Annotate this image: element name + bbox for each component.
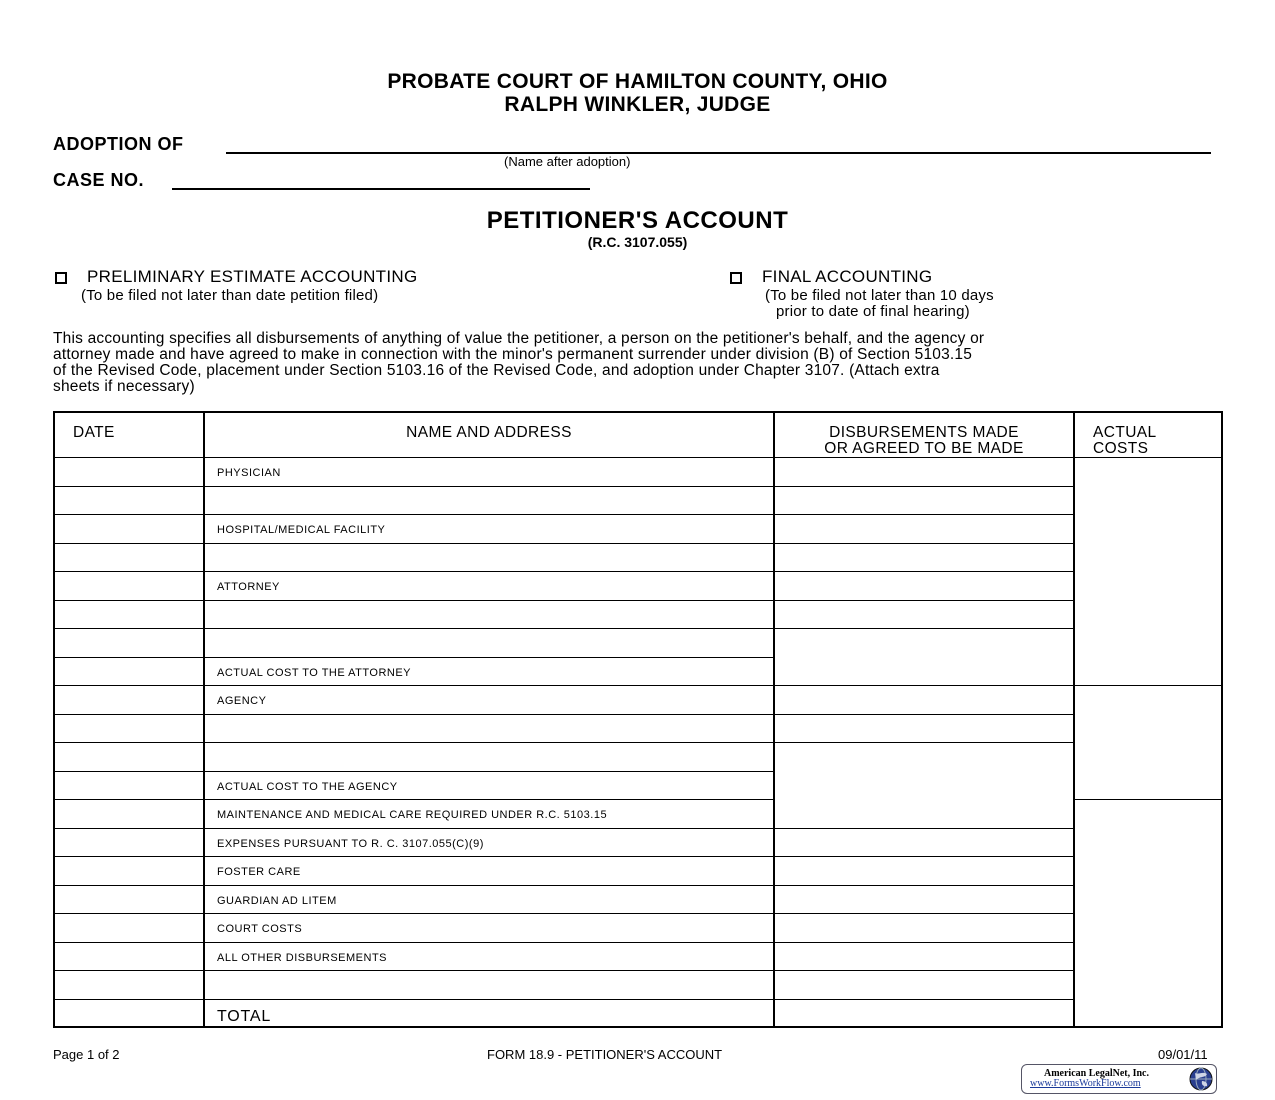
row-divider	[55, 828, 773, 829]
row-divider	[55, 942, 773, 943]
instructions-line: of the Revised Code, placement under Section 5103.16 of the Revised Code, and adoption under Chapter 3107. (Attach extra	[53, 362, 940, 379]
preliminary-checkbox[interactable]	[55, 272, 67, 284]
court-name: PROBATE COURT OF HAMILTON COUNTY, OHIO	[387, 70, 888, 93]
total-row-label: TOTAL	[217, 1007, 272, 1025]
row-divider	[773, 714, 1073, 715]
form-identifier: FORM 18.9 - PETITIONER'S ACCOUNT	[487, 1047, 723, 1062]
instructions-line: sheets if necessary)	[53, 378, 195, 395]
preliminary-note: (To be filed not later than date petition filed)	[81, 287, 379, 304]
column-header-actual-line2: COSTS	[1093, 440, 1149, 457]
row-divider	[773, 543, 1073, 544]
final-checkbox[interactable]	[730, 272, 742, 284]
instructions-line: This accounting specifies all disbursements of anything of value the petitioner, a person on the petitioner's behalf, and the agency or	[53, 330, 985, 347]
column-header-disbursements-line2: OR AGREED TO BE MADE	[824, 440, 1024, 457]
final-note-line1: (To be filed not later than 10 days	[765, 287, 994, 304]
case-no-label: CASE NO.	[53, 170, 145, 190]
form-date: 09/01/11	[1158, 1047, 1208, 1062]
row-divider	[55, 486, 773, 487]
row-divider	[55, 970, 773, 971]
table-row-label: PHYSICIAN	[217, 467, 281, 479]
row-divider	[55, 799, 773, 800]
table-row-label: ALL OTHER DISBURSEMENTS	[217, 951, 388, 964]
table-row-label: MAINTENANCE AND MEDICAL CARE REQUIRED UNDER R.C. 5103.15	[217, 809, 608, 821]
row-divider	[773, 970, 1073, 971]
judge-name: RALPH WINKLER, JUDGE	[504, 93, 771, 116]
row-divider	[773, 942, 1073, 943]
row-divider	[773, 514, 1073, 515]
table-row-label: HOSPITAL/MEDICAL FACILITY	[217, 524, 386, 536]
row-divider	[773, 600, 1073, 601]
column-divider	[773, 413, 775, 1026]
row-divider	[55, 628, 773, 629]
column-header-actual-costs	[1093, 425, 1157, 457]
row-divider	[773, 571, 1073, 572]
row-divider	[55, 514, 773, 515]
row-divider	[55, 856, 773, 857]
adoption-of-label: ADOPTION OF	[53, 134, 184, 154]
case-no-field[interactable]	[172, 188, 590, 190]
column-divider	[1073, 413, 1075, 1026]
instructions-paragraph	[53, 331, 984, 395]
preliminary-label: PRELIMINARY ESTIMATE ACCOUNTING	[87, 267, 418, 286]
row-divider	[773, 628, 1073, 629]
form-statute: (R.C. 3107.055)	[587, 234, 688, 250]
column-header-name-address: NAME AND ADDRESS	[406, 424, 572, 441]
row-divider	[55, 714, 773, 715]
row-divider	[55, 685, 773, 686]
row-divider	[55, 885, 773, 886]
row-divider	[1073, 685, 1221, 686]
final-note-line2: prior to date of final hearing)	[776, 303, 970, 320]
row-divider	[55, 600, 773, 601]
row-divider	[773, 685, 1073, 686]
row-divider	[773, 913, 1073, 914]
table-row-label: GUARDIAN AD LITEM	[217, 894, 337, 907]
table-row-label: EXPENSES PURSUANT TO R. C. 3107.055(C)(9)	[217, 837, 484, 850]
row-divider	[55, 571, 773, 572]
row-divider	[55, 742, 773, 743]
column-header-actual-line1: ACTUAL	[1093, 424, 1157, 441]
row-divider	[55, 657, 773, 658]
row-divider	[773, 885, 1073, 886]
row-divider	[55, 457, 1221, 458]
table-row-label: ACTUAL COST TO THE AGENCY	[217, 780, 398, 793]
page-number: Page 1 of 2	[53, 1047, 120, 1062]
instructions-line: attorney made and have agreed to make in connection with the minor's permanent surrender under division (B) of Section 5103.15	[53, 346, 973, 363]
row-divider	[773, 856, 1073, 857]
table-row-label: ACTUAL COST TO THE ATTORNEY	[217, 666, 412, 679]
row-divider	[773, 486, 1073, 487]
globe-icon	[1188, 1066, 1214, 1092]
table-row-label: ATTORNEY	[217, 581, 280, 593]
row-divider	[1073, 799, 1221, 800]
table-row-label: AGENCY	[217, 695, 267, 707]
american-legalnet-logo[interactable]	[1021, 1064, 1217, 1094]
row-divider	[773, 828, 1073, 829]
logo-company-name: American LegalNet, Inc.	[1044, 1068, 1149, 1079]
row-divider	[55, 771, 773, 772]
row-divider	[55, 999, 773, 1000]
row-divider	[773, 999, 1073, 1000]
form-title: PETITIONER'S ACCOUNT	[486, 207, 789, 234]
table-row-label: FOSTER CARE	[217, 866, 301, 878]
column-header-disbursements	[775, 425, 1073, 457]
column-header-date: DATE	[73, 424, 115, 441]
adoption-name-caption: (Name after adoption)	[504, 154, 631, 169]
column-header-disbursements-line1: DISBURSEMENTS MADE	[829, 424, 1019, 441]
adoption-name-field[interactable]	[226, 152, 1211, 154]
row-divider	[55, 913, 773, 914]
account-table	[53, 411, 1223, 1028]
table-row-label: COURT COSTS	[217, 923, 303, 935]
logo-url[interactable]: www.FormsWorkFlow.com	[1030, 1078, 1141, 1089]
row-divider	[55, 543, 773, 544]
final-label: FINAL ACCOUNTING	[762, 267, 933, 286]
column-divider	[203, 413, 205, 1026]
row-divider	[773, 742, 1073, 743]
